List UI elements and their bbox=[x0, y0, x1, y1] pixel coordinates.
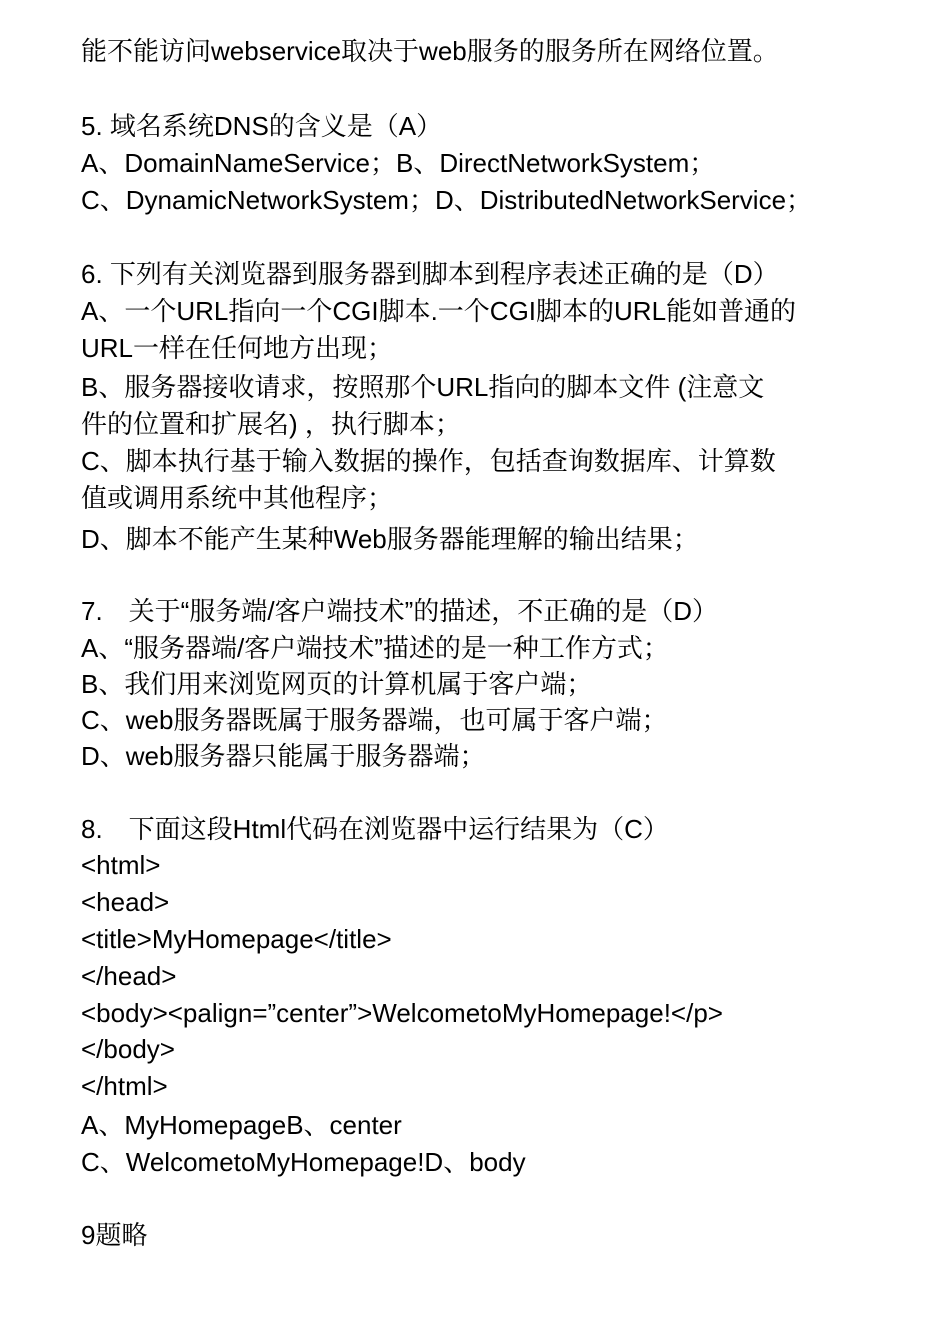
question-9-note: 9题略 bbox=[81, 1220, 148, 1250]
code-line: <title>MyHomepage</title> bbox=[81, 924, 392, 954]
question-7-option-d: D、web服务器只能属于服务器端； bbox=[81, 741, 486, 771]
question-5-options-line-2: C、DynamicNetworkSystem；D、DistributedNetworkService； bbox=[81, 185, 813, 215]
code-line: <body><palign=”center”>WelcometoMyHomepage!</p> bbox=[81, 998, 723, 1028]
intro-line: 能不能访问webservice取决于web服务的服务所在网络位置。 bbox=[81, 36, 779, 66]
question-5-options-line-1: A、DomainNameService；B、DirectNetworkSystem； bbox=[81, 148, 716, 178]
question-6-option-b-line-2: 件的位置和扩展名) ，执行脚本； bbox=[81, 409, 461, 439]
question-6-option-c-line-1: C、脚本执行基于输入数据的操作，包括查询数据库、计算数 bbox=[81, 446, 776, 476]
question-6-option-d: D、脚本不能产生某种Web服务器能理解的输出结果； bbox=[81, 524, 699, 554]
question-6-option-a-line-1: A、一个URL指向一个CGI脚本.一个CGI脚本的URL能如普通的 bbox=[81, 296, 797, 326]
question-7-option-a: A、“服务器端/客户端技术”描述的是一种工作方式； bbox=[81, 633, 669, 663]
question-8-options-line-2: C、WelcometoMyHomepage!D、body bbox=[81, 1147, 526, 1177]
question-6: 6. 下列有关浏览器到服务器到脚本到程序表述正确的是（D） bbox=[81, 259, 779, 289]
question-6-option-c-line-2: 值或调用系统中其他程序； bbox=[81, 483, 394, 513]
question-8-options-line-1: A、MyHomepageB、center bbox=[81, 1110, 402, 1140]
code-line: <html> bbox=[81, 850, 161, 880]
code-line: <head> bbox=[81, 887, 170, 917]
question-7-option-c: C、web服务器既属于服务器端，也可属于客户端； bbox=[81, 705, 668, 735]
code-line: </body> bbox=[81, 1034, 175, 1064]
code-line: </head> bbox=[81, 961, 177, 991]
question-7: 7. 关于“服务端/客户端技术”的描述，不正确的是（D） bbox=[81, 596, 719, 626]
question-8: 8. 下面这段Html代码在浏览器中运行结果为（C） bbox=[81, 814, 669, 844]
question-7-option-b: B、我们用来浏览网页的计算机属于客户端； bbox=[81, 669, 593, 699]
question-6-option-a-line-2: URL一样在任何地方出现； bbox=[81, 333, 394, 363]
question-6-option-b-line-1: B、服务器接收请求，按照那个URL指向的脚本文件 (注意文 bbox=[81, 372, 765, 402]
question-5: 5. 域名系统DNS的含义是（A） bbox=[81, 111, 443, 141]
code-line: </html> bbox=[81, 1071, 168, 1101]
